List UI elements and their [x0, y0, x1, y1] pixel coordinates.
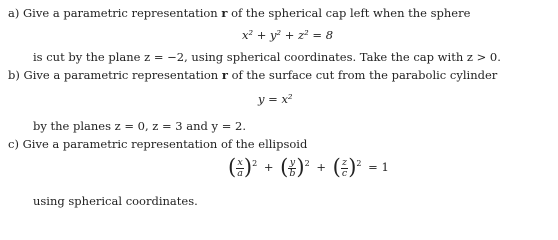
problem-c-equation: ( $\frac{x}{a}$ )$^2$ + ( $\frac{y}{b}$ )$^2$ + ( $\frac{z}{c}$ )$^2$ = 1 [228, 155, 392, 179]
problem-a-statement [8, 6, 470, 20]
problem-b-symbol: r [221, 68, 228, 82]
equation-rhs: = 1 [368, 160, 389, 174]
fraction-z-over-c: $\frac{z}{c}$ [341, 156, 348, 179]
problem-a-label: a) [8, 6, 20, 20]
fraction-y-over-b: $\frac{y}{b}$ [289, 156, 296, 179]
problem-a-symbol: r [221, 6, 228, 20]
problem-b-text-start: Give a parametric representation [23, 68, 222, 82]
problem-b-equation: y = x² [258, 92, 293, 106]
problem-a-text-start: Give a parametric representation [23, 6, 222, 20]
problem-a-equation: x² + y² + z² = 8 [242, 28, 334, 42]
problem-b-label: b) [8, 68, 20, 82]
problem-c-statement [8, 137, 307, 151]
problem-c-label: c) [8, 137, 19, 151]
problem-c-text: Give a parametric representation of the ellipsoid [22, 137, 308, 151]
problem-a-text-end: of the spherical cap left when the sphere [227, 6, 471, 20]
problem-b-statement [8, 68, 497, 82]
problem-b-continuation: by the planes z = 0, z = 3 and y = 2. [33, 119, 246, 133]
fraction-x-over-a: $\frac{x}{a}$ [237, 156, 243, 179]
problem-a-continuation: is cut by the plane z = −2, using spherical coordinates. Take the cap with z > 0. [33, 50, 501, 64]
problem-c-continuation: using spherical coordinates. [33, 194, 198, 208]
problem-b-text-end: of the surface cut from the parabolic cylinder [227, 68, 498, 82]
